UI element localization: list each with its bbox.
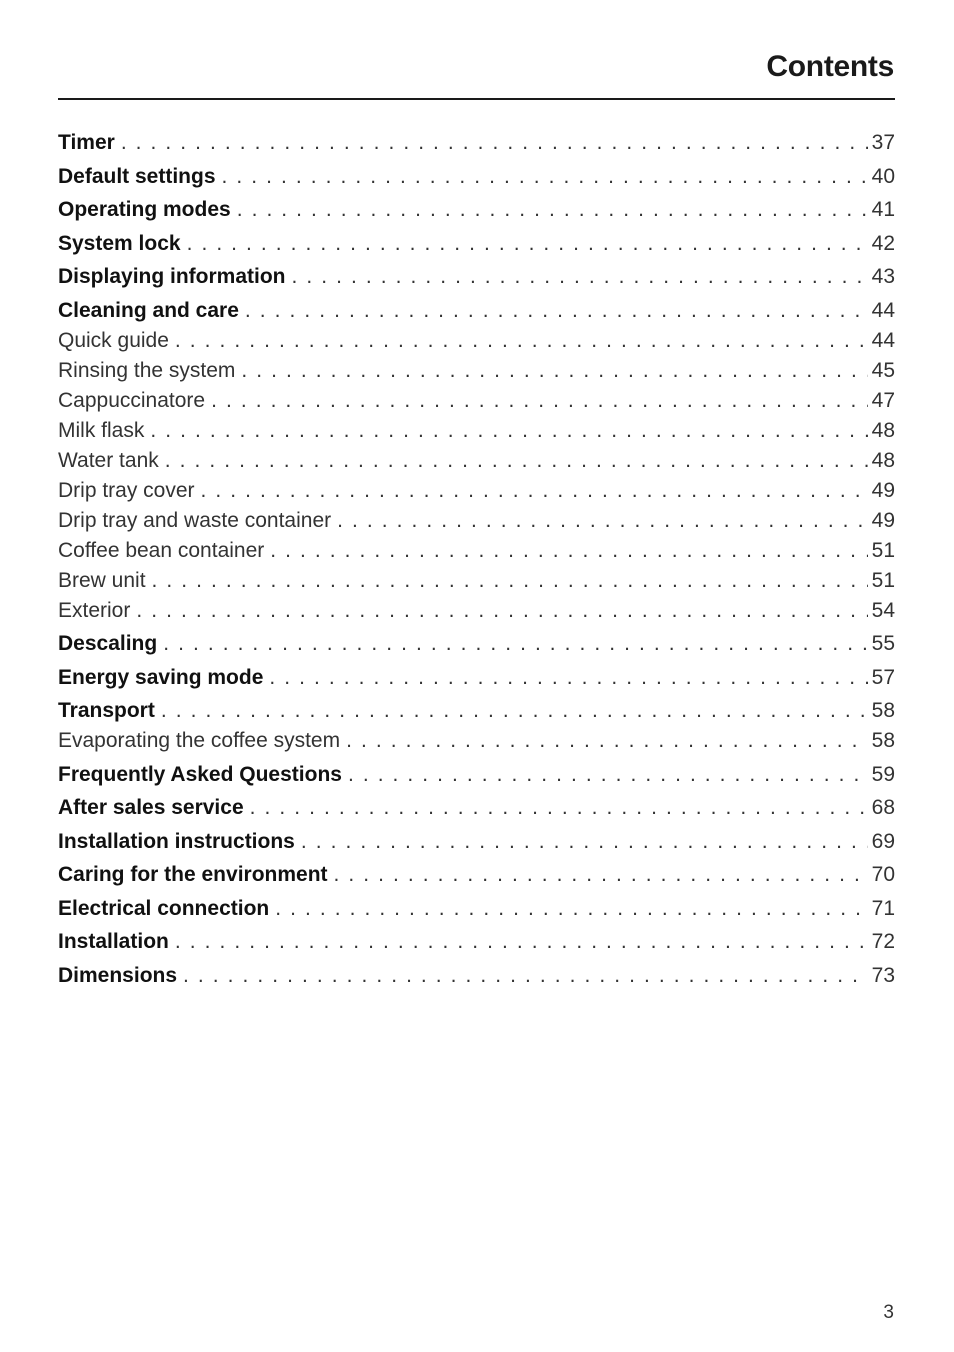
toc-entry[interactable] bbox=[58, 296, 895, 326]
toc-entry-label: Descaling bbox=[58, 632, 158, 655]
toc-entry[interactable] bbox=[58, 162, 895, 192]
dot-leader bbox=[152, 566, 868, 596]
toc-entry-page: 69 bbox=[871, 829, 895, 853]
toc-entry-page: 42 bbox=[871, 231, 895, 255]
dot-leader bbox=[337, 506, 868, 536]
toc-entry-label: Exterior bbox=[58, 598, 131, 622]
toc-entry[interactable] bbox=[58, 927, 895, 957]
toc-entry-page: 59 bbox=[871, 762, 895, 786]
toc-entry-page: 47 bbox=[871, 388, 895, 412]
toc-entry-label: Displaying information bbox=[58, 265, 286, 288]
dot-leader bbox=[275, 894, 867, 924]
toc-entry[interactable] bbox=[58, 860, 895, 890]
dot-leader bbox=[250, 793, 868, 823]
dot-leader bbox=[269, 663, 867, 693]
toc-entry-page: 44 bbox=[871, 298, 895, 322]
toc-subentry[interactable] bbox=[58, 566, 895, 596]
toc-entry-page: 55 bbox=[871, 632, 895, 655]
dot-leader bbox=[175, 326, 868, 356]
toc-entry-label: Cappuccinatore bbox=[58, 388, 206, 412]
toc-subentry[interactable] bbox=[58, 386, 895, 416]
dot-leader bbox=[346, 726, 868, 756]
toc-entry[interactable] bbox=[58, 793, 895, 823]
dot-leader bbox=[165, 446, 868, 476]
toc-entry-page: 43 bbox=[871, 265, 895, 288]
toc-entry-page: 72 bbox=[871, 930, 895, 953]
toc-entry-page: 48 bbox=[871, 418, 895, 442]
toc-entry-label: Drip tray cover bbox=[58, 478, 195, 502]
toc-entry[interactable] bbox=[58, 195, 895, 225]
toc-entry-page: 51 bbox=[871, 538, 895, 562]
toc-entry-label: After sales service bbox=[58, 796, 244, 819]
dot-leader bbox=[136, 596, 867, 626]
toc-entry[interactable] bbox=[58, 961, 895, 991]
toc-entry-label: Milk flask bbox=[58, 418, 145, 442]
dot-leader bbox=[222, 162, 868, 192]
dot-leader bbox=[270, 536, 867, 566]
toc-entry-label: Dimensions bbox=[58, 963, 178, 987]
page-number: 3 bbox=[883, 1302, 894, 1323]
toc-entry-label: Rinsing the system bbox=[58, 358, 236, 382]
toc-entry-page: 48 bbox=[871, 448, 895, 472]
toc-entry-page: 70 bbox=[871, 863, 895, 886]
toc-subentry[interactable] bbox=[58, 506, 895, 536]
toc-subentry[interactable] bbox=[58, 596, 895, 626]
toc-entry-page: 58 bbox=[871, 699, 895, 722]
toc-entry[interactable] bbox=[58, 262, 895, 292]
toc-subentry[interactable] bbox=[58, 536, 895, 566]
toc-entry-label: Installation instructions bbox=[58, 829, 295, 853]
toc-entry[interactable] bbox=[58, 894, 895, 924]
dot-leader bbox=[175, 927, 868, 957]
dot-leader bbox=[163, 629, 867, 659]
toc-subentry[interactable] bbox=[58, 326, 895, 356]
toc-subentry[interactable] bbox=[58, 416, 895, 446]
toc-entry[interactable] bbox=[58, 760, 895, 790]
toc-entry-page: 49 bbox=[871, 478, 895, 502]
toc-subentry[interactable] bbox=[58, 726, 895, 756]
toc-entry-page: 49 bbox=[871, 508, 895, 532]
toc-entry-page: 71 bbox=[871, 896, 895, 920]
toc-entry-label: Energy saving mode bbox=[58, 665, 264, 689]
toc-entry-label: Quick guide bbox=[58, 328, 169, 352]
toc-entry-label: Drip tray and waste container bbox=[58, 508, 332, 532]
toc-entry-label: Transport bbox=[58, 699, 155, 722]
toc-entry-label: Coffee bean container bbox=[58, 538, 265, 562]
toc-entry-page: 58 bbox=[871, 729, 895, 752]
toc-entry-label: Cleaning and care bbox=[58, 298, 239, 322]
toc-entry[interactable] bbox=[58, 629, 895, 659]
toc-entry-page: 73 bbox=[871, 963, 895, 987]
toc-entry[interactable] bbox=[58, 696, 895, 726]
dot-leader bbox=[161, 696, 868, 726]
toc-entry-page: 54 bbox=[871, 598, 895, 622]
dot-leader bbox=[292, 262, 868, 292]
toc-entry-page: 41 bbox=[871, 198, 895, 221]
title-divider bbox=[58, 98, 895, 100]
toc-entry-label: Brew unit bbox=[58, 568, 146, 592]
toc-entry-label: Operating modes bbox=[58, 198, 231, 221]
toc-entry-label: Water tank bbox=[58, 448, 159, 472]
toc-entry-label: Electrical connection bbox=[58, 896, 270, 920]
toc-entry-label: Timer bbox=[58, 131, 115, 154]
toc-subentry[interactable] bbox=[58, 356, 895, 386]
toc-entry[interactable] bbox=[58, 229, 895, 259]
toc-entry-page: 57 bbox=[871, 665, 895, 689]
dot-leader bbox=[245, 296, 868, 326]
toc-entry[interactable] bbox=[58, 663, 895, 693]
dot-leader bbox=[241, 356, 867, 386]
dot-leader bbox=[348, 760, 868, 790]
dot-leader bbox=[201, 476, 868, 506]
dot-leader bbox=[150, 416, 867, 446]
dot-leader bbox=[121, 128, 868, 158]
toc-entry-label: Installation bbox=[58, 930, 169, 953]
toc-entry-page: 51 bbox=[871, 568, 895, 592]
dot-leader bbox=[187, 229, 868, 259]
dot-leader bbox=[211, 386, 868, 416]
toc-entry-page: 68 bbox=[871, 796, 895, 819]
toc-subentry[interactable] bbox=[58, 476, 895, 506]
toc-entry-label: Default settings bbox=[58, 164, 216, 188]
dot-leader bbox=[301, 827, 868, 857]
dot-leader bbox=[334, 860, 868, 890]
toc-entry-page: 44 bbox=[871, 328, 895, 352]
toc-subentry[interactable] bbox=[58, 446, 895, 476]
dot-leader bbox=[237, 195, 868, 225]
dot-leader bbox=[183, 961, 868, 991]
toc-entry-page: 40 bbox=[871, 164, 895, 188]
toc-entry-page: 45 bbox=[871, 358, 895, 382]
toc-entry[interactable] bbox=[58, 128, 895, 158]
page-title: Contents bbox=[766, 50, 894, 83]
toc-entry-label: Caring for the environment bbox=[58, 863, 328, 886]
toc-entry-label: Frequently Asked Questions bbox=[58, 762, 342, 786]
toc-entry-label: Evaporating the coffee system bbox=[58, 729, 341, 752]
table-of-contents bbox=[58, 128, 895, 991]
toc-entry[interactable] bbox=[58, 827, 895, 857]
toc-entry-label: System lock bbox=[58, 231, 181, 255]
toc-entry-page: 37 bbox=[871, 131, 895, 154]
